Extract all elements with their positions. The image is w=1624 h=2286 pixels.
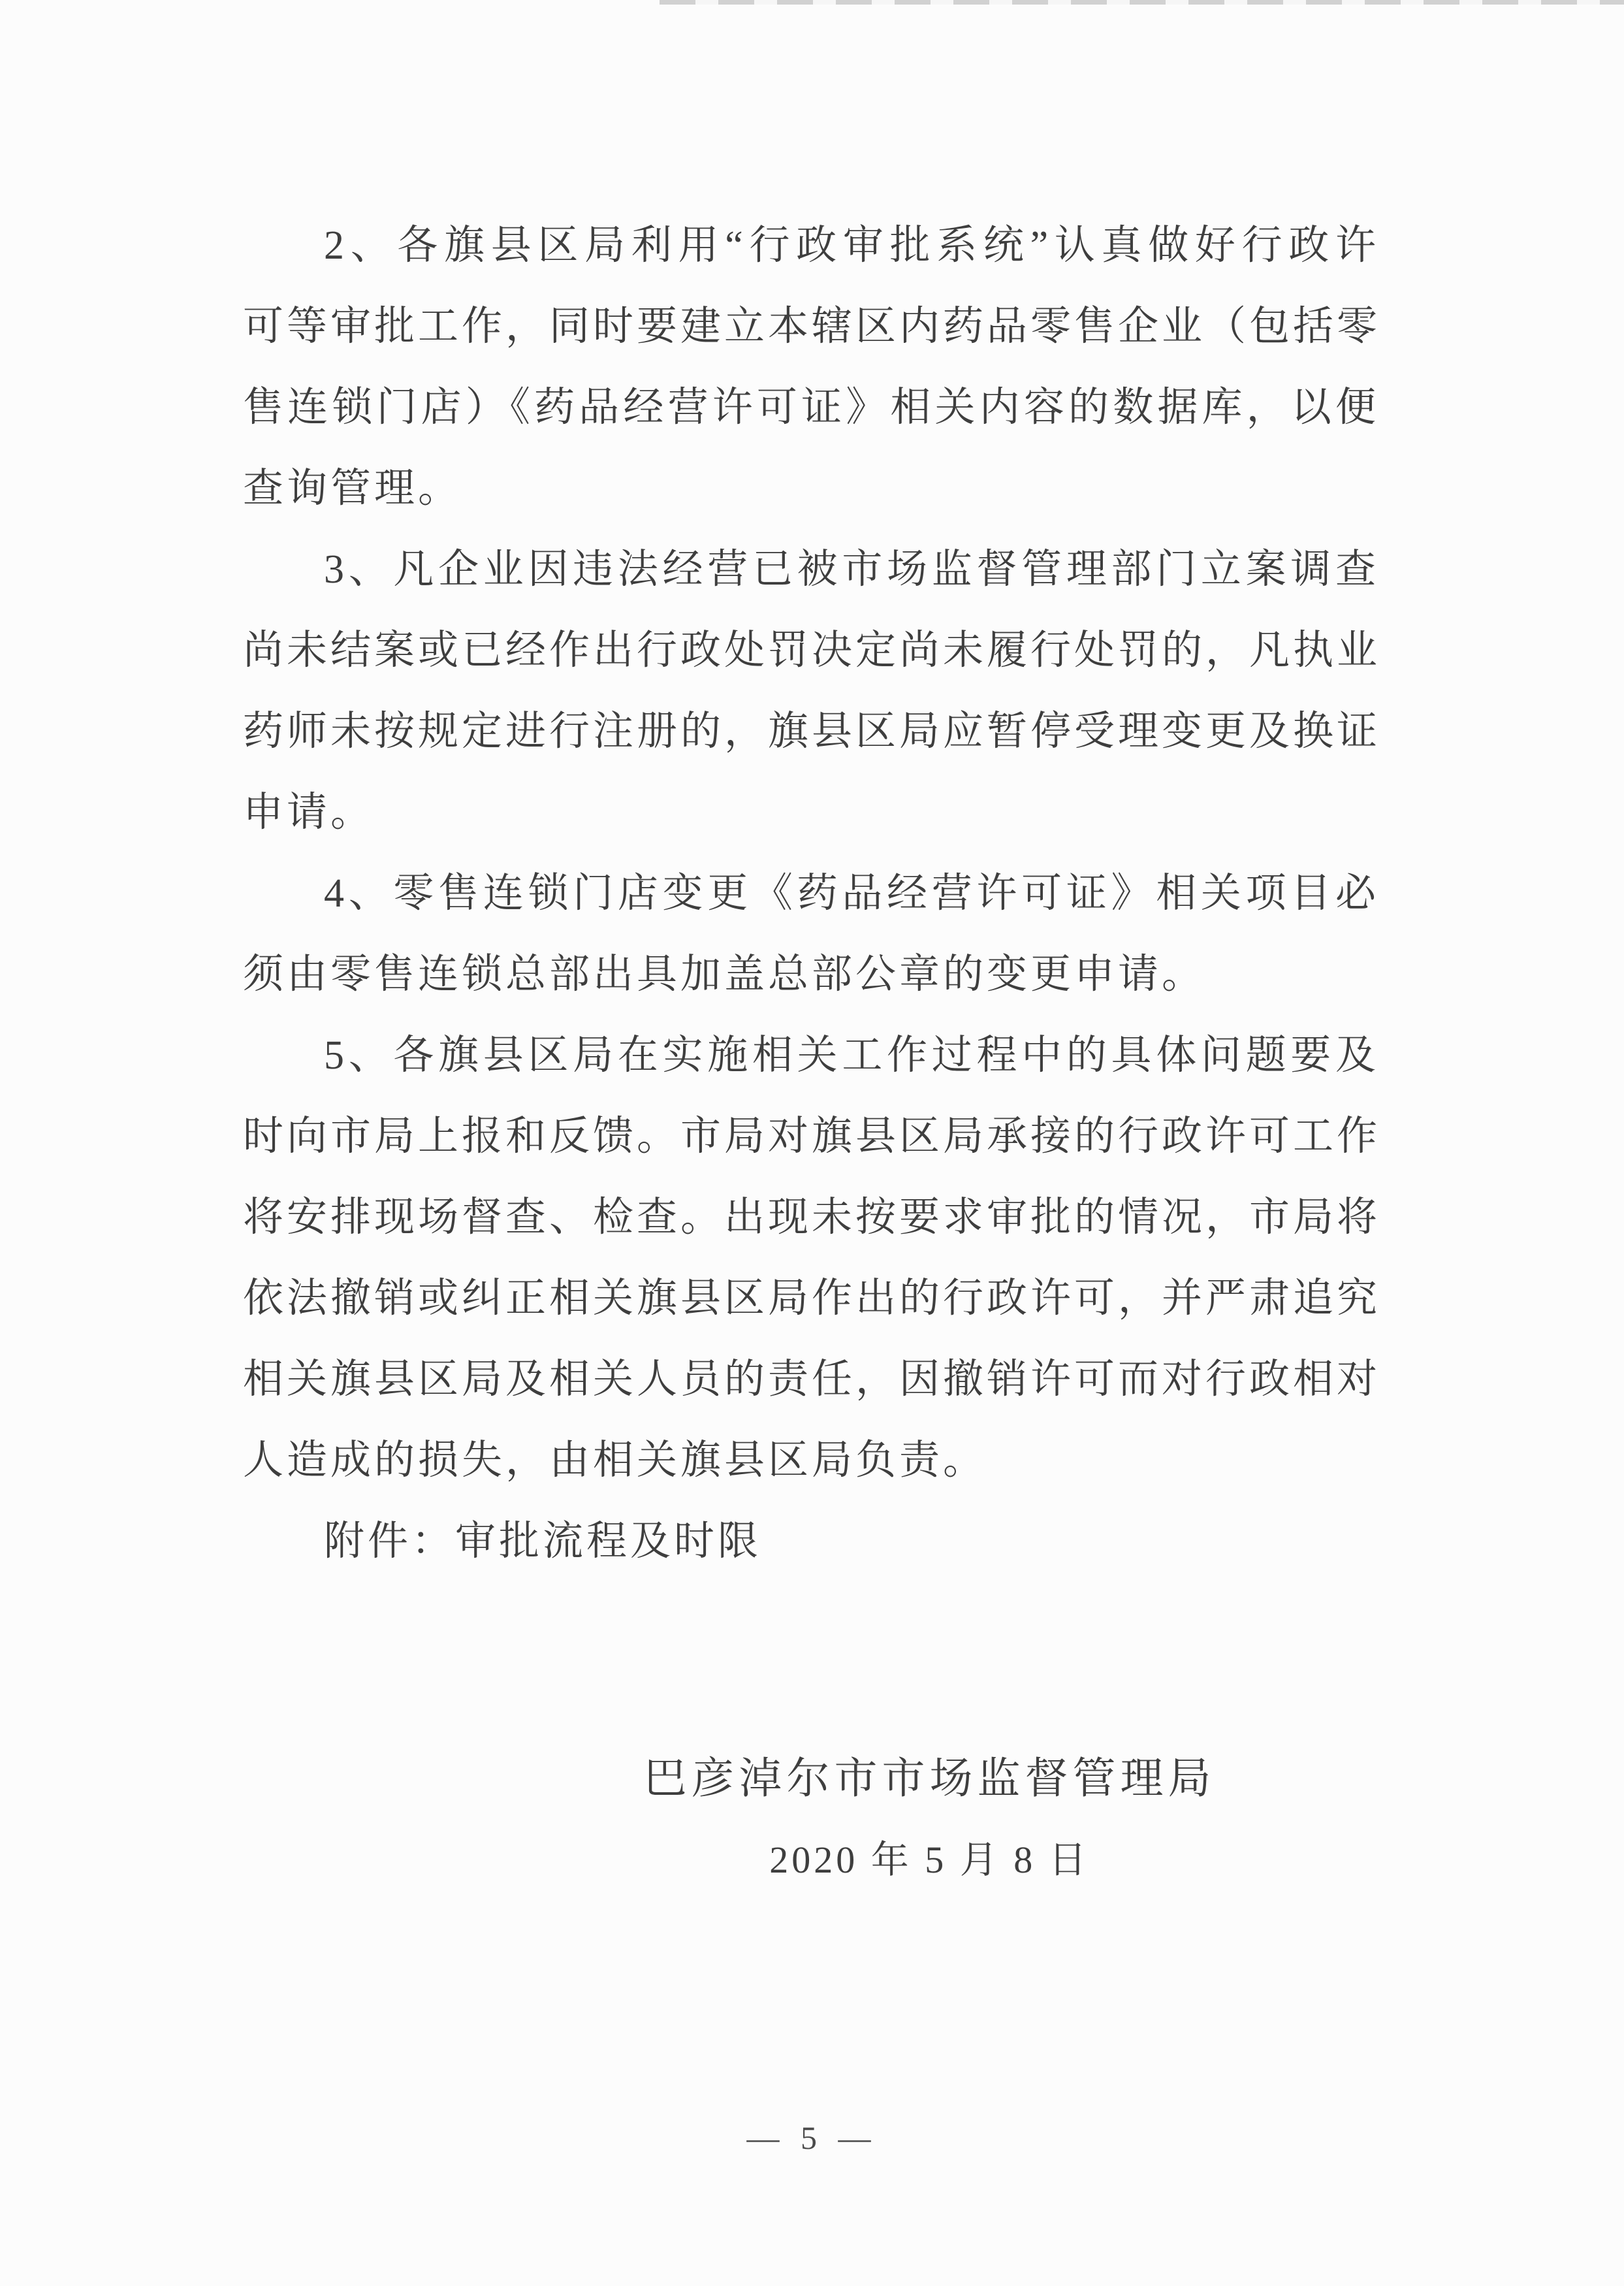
text-line: 时向市局上报和反馈。市局对旗县区局承接的行政许可工作 (243, 1114, 1381, 1159)
page-number: — 5 — (746, 2119, 878, 2156)
text-line: 查询管理。 (243, 466, 462, 511)
text-line: 将安排现场督查、检查。出现未按要求审批的情况，市局将 (243, 1195, 1381, 1240)
signature-block (235, 1748, 1624, 1899)
document-body (243, 205, 1379, 1582)
text-line: 可等审批工作，同时要建立本辖区内药品零售企业（包括零 (243, 304, 1381, 349)
issue-date: 2020 年 5 月 8 日 (769, 1839, 1090, 1881)
text-line: 相关旗县区局及相关人员的责任，因撤销许可而对行政相对 (243, 1357, 1381, 1402)
scan-artifact-top-edge (660, 0, 1624, 5)
text-line: 3、凡企业因违法经营已被市场监督管理部门立案调查 (324, 547, 1379, 592)
text-line: 药师未按规定进行注册的，旗县区局应暂停受理变更及换证 (243, 709, 1381, 754)
text-line: 尚未结案或已经作出行政处罚决定尚未履行处罚的，凡执业 (243, 628, 1381, 673)
text-line: 售连锁门店）《药品经营许可证》相关内容的数据库，以便 (243, 385, 1379, 430)
attachment-line: 附件：审批流程及时限 (324, 1519, 762, 1564)
paragraph-item-4 (243, 853, 1379, 1015)
text-line: 申请。 (243, 790, 375, 835)
text-line: 4、零售连锁门店变更《药品经营许可证》相关项目必 (324, 871, 1379, 916)
text-line: 2、各旗县区局利用“行政审批系统”认真做好行政许 (324, 223, 1379, 268)
issuing-authority-name: 巴彦淖尔市市场监督管理局 (643, 1755, 1216, 1803)
text-line: 须由零售连锁总部出具加盖总部公章的变更申请。 (243, 952, 1206, 997)
text-line: 人造成的损失，由相关旗县区局负责。 (243, 1438, 987, 1483)
text-line: 5、各旗县区局在实施相关工作过程中的具体问题要及 (324, 1033, 1379, 1078)
paragraph-item-2 (243, 205, 1379, 529)
paragraph-item-3 (243, 529, 1379, 853)
attachment-reference (243, 1501, 1379, 1582)
paragraph-item-5 (243, 1015, 1379, 1501)
text-line: 依法撤销或纠正相关旗县区局作出的行政许可，并严肃追究 (243, 1276, 1381, 1321)
